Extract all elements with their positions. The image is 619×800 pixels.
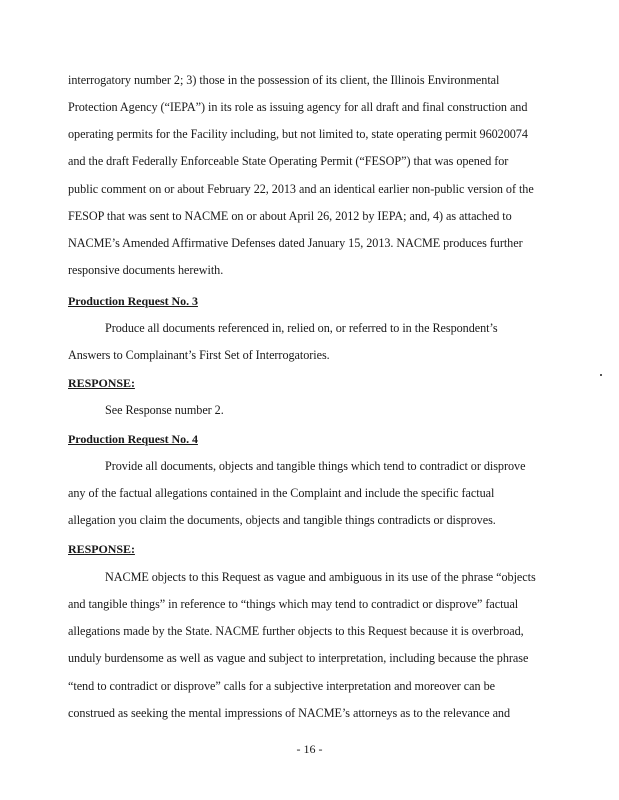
request-4-response-heading: RESPONSE: bbox=[68, 542, 135, 556]
request-3-response-body: See Response number 2. bbox=[105, 403, 224, 417]
page-number: - 16 - bbox=[296, 742, 323, 756]
body-line: interrogatory number 2; 3) those in the possession of its client, the Illinois Environmental bbox=[68, 73, 500, 87]
request-4-body-line: any of the factual allegations contained in the Complaint and include the specific factual bbox=[68, 486, 495, 500]
body-line: operating permits for the Facility including, but not limited to, state operating permit 96020074 bbox=[68, 127, 528, 141]
scan-speck bbox=[600, 374, 602, 376]
request-4-body-line: Provide all documents, objects and tangible things which tend to contradict or disprove bbox=[105, 459, 526, 473]
request-4-response-line: NACME objects to this Request as vague and ambiguous in its use of the phrase “objects bbox=[105, 570, 536, 584]
request-4-response-line: allegations made by the State. NACME further objects to this Request because it is overbroad, bbox=[68, 624, 524, 638]
request-3-body-line: Produce all documents referenced in, relied on, or referred to in the Respondent’s bbox=[105, 321, 498, 335]
body-line: and the draft Federally Enforceable State Operating Permit (“FESOP”) that was opened for bbox=[68, 154, 509, 168]
body-line: NACME’s Amended Affirmative Defenses dated January 15, 2013. NACME produces further bbox=[68, 236, 523, 250]
body-line: FESOP that was sent to NACME on or about April 26, 2012 by IEPA; and, 4) as attached to bbox=[68, 209, 512, 223]
body-line: Protection Agency (“IEPA”) in its role as issuing agency for all draft and final construction and bbox=[68, 100, 528, 114]
request-4-heading: Production Request No. 4 bbox=[68, 432, 198, 446]
request-4-response-line: unduly burdensome as well as vague and subject to interpretation, including because the phrase bbox=[68, 651, 529, 665]
request-4-response-line: construed as seeking the mental impressions of NACME’s attorneys as to the relevance and bbox=[68, 706, 511, 720]
request-4-response-line: “tend to contradict or disprove” calls for a subjective interpretation and moreover can be bbox=[68, 679, 495, 693]
request-3-response-heading: RESPONSE: bbox=[68, 376, 135, 390]
request-4-response-line: and tangible things” in reference to “things which may tend to contradict or disprove” factual bbox=[68, 597, 519, 611]
request-3-body-line: Answers to Complainant’s First Set of Interrogatories. bbox=[68, 348, 330, 362]
body-line: public comment on or about February 22, 2013 and an identical earlier non-public version of the bbox=[68, 182, 534, 196]
request-3-heading: Production Request No. 3 bbox=[68, 294, 198, 308]
request-4-body-line: allegation you claim the documents, objects and tangible things contradicts or disproves. bbox=[68, 513, 496, 527]
body-line: responsive documents herewith. bbox=[68, 263, 224, 277]
